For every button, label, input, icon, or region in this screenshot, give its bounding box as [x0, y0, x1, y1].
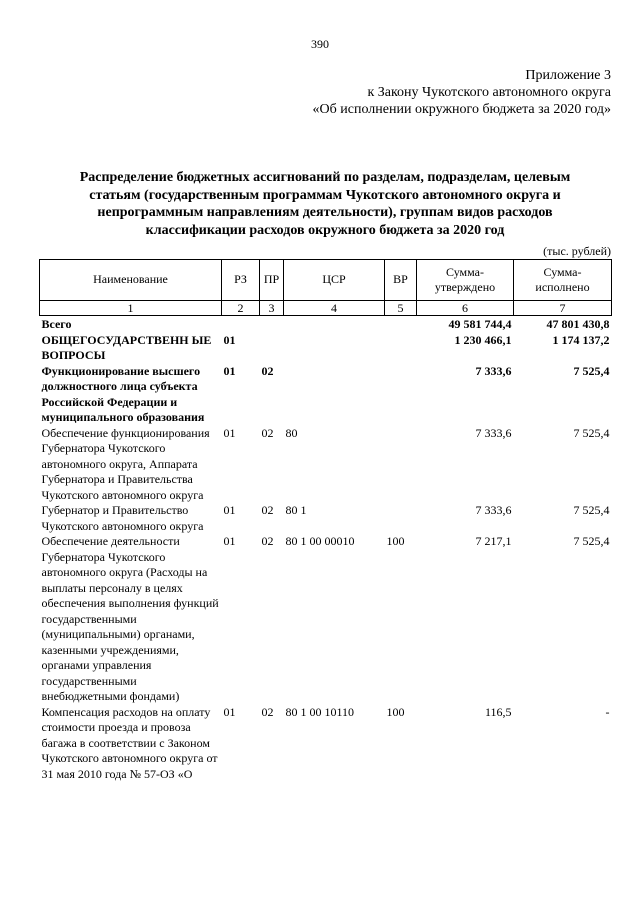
page-number: 390 — [311, 37, 329, 51]
column-number: 7 — [514, 301, 612, 316]
row-executed: 47 801 430,8 — [546, 317, 610, 331]
row-csr: 80 — [285, 425, 298, 440]
header-pr: ПР — [260, 260, 284, 301]
table-row — [40, 534, 612, 705]
row-pr — [260, 316, 284, 333]
column-number: 3 — [260, 301, 284, 316]
row-vr — [385, 333, 417, 364]
row-name: Функционирование высшего должностного лица субъекта Российской Федерации и муниципального образования — [41, 363, 205, 424]
row-executed: 7 525,4 — [573, 503, 610, 517]
row-csr — [284, 333, 385, 364]
row-approved: 7 333,6 — [475, 425, 512, 440]
row-pr: 02 — [261, 425, 274, 440]
table-row — [40, 316, 612, 333]
title-line-2: статьям (государственным программам Чукотского автономного округа и — [89, 187, 561, 203]
column-number: 6 — [417, 301, 514, 316]
row-csr: 80 1 00 00010 — [285, 534, 355, 548]
row-pr: 02 — [261, 363, 274, 378]
table-row — [40, 426, 612, 504]
row-name: Обеспечение деятельности Губернатора Чукотского автономного округа (Расходы на выплаты персоналу в целях обеспечения выполнения функций государственными (муниципальными) органами, казенными учреждениями, органами управления государственными внебюджетными фондами) — [41, 534, 219, 703]
header-rz: РЗ — [222, 260, 260, 301]
row-rz: 01 — [223, 534, 236, 548]
appendix-line-1: Приложение 3 — [525, 68, 611, 83]
row-csr: 80 1 00 10110 — [285, 704, 355, 719]
header-approved — [417, 260, 514, 301]
row-csr: 80 1 — [285, 503, 307, 517]
title-line-3: непрограммным направлениям деятельности), группам видов расходов — [97, 205, 553, 220]
header-vr: ВР — [385, 260, 417, 301]
row-pr: 02 — [261, 534, 274, 548]
row-approved: 49 581 744,4 — [448, 317, 512, 331]
row-executed: 7 525,4 — [573, 425, 610, 440]
header-name: Наименование — [40, 260, 222, 301]
row-name: ОБЩЕГОСУДАРСТВЕНН ЫЕ ВОПРОСЫ — [41, 332, 212, 362]
row-pr: 02 — [261, 704, 274, 719]
row-vr — [385, 364, 417, 426]
row-executed: - — [605, 704, 610, 719]
row-vr — [385, 503, 417, 534]
header-executed — [514, 260, 612, 301]
column-number: 4 — [284, 301, 385, 316]
row-name: Компенсация расходов на оплату стоимости проезда и провоза багажа в соответствии с Законом Чукотского автономного округа от 31 мая 2010 года № 57-ОЗ «О — [41, 704, 218, 781]
row-csr — [284, 316, 385, 333]
column-number: 5 — [385, 301, 417, 316]
table-header-row — [40, 260, 612, 301]
header-executed-line-1: Сумма- — [543, 264, 582, 279]
header-executed-line-2: исполнено — [535, 280, 590, 294]
row-name: Всего — [41, 317, 72, 331]
budget-table — [39, 259, 612, 782]
appendix-header — [313, 67, 611, 118]
column-number: 2 — [222, 301, 260, 316]
table-row — [40, 333, 612, 364]
column-number-row — [40, 301, 612, 316]
row-approved: 7 217,1 — [475, 534, 512, 548]
row-csr — [284, 364, 385, 426]
table-row — [40, 364, 612, 426]
table-row — [40, 503, 612, 534]
header-csr: ЦСР — [284, 260, 385, 301]
title-line-4: классификации расходов окружного бюджета за 2020 год — [145, 222, 505, 238]
row-executed: 7 525,4 — [573, 534, 610, 548]
appendix-line-3: «Об исполнении окружного бюджета за 2020 год» — [312, 102, 611, 117]
row-executed: 7 525,4 — [573, 363, 610, 378]
appendix-line-2: к Закону Чукотского автономного округа — [367, 85, 611, 100]
row-rz: 01 — [223, 332, 236, 347]
row-pr: 02 — [261, 503, 274, 517]
row-rz: 01 — [223, 503, 236, 517]
header-approved-line-1: Сумма- — [446, 264, 484, 279]
row-approved: 7 333,6 — [475, 363, 512, 378]
units-note: (тыс. рублей) — [543, 244, 611, 258]
header-approved-line-2: утверждено — [434, 280, 496, 294]
document-title — [40, 169, 610, 239]
row-pr — [260, 333, 284, 364]
row-vr: 100 — [386, 704, 405, 719]
row-rz: 01 — [223, 704, 236, 719]
row-rz: 01 — [223, 425, 236, 440]
row-rz: 01 — [223, 363, 236, 378]
row-approved: 7 333,6 — [475, 503, 512, 517]
table-row — [40, 705, 612, 783]
row-vr — [385, 426, 417, 504]
title-line-1: Распределение бюджетных ассигнований по разделам, подразделам, целевым — [79, 170, 571, 185]
row-approved: 116,5 — [484, 704, 512, 719]
row-approved: 1 230 466,1 — [454, 332, 512, 347]
row-vr: 100 — [386, 534, 405, 548]
row-rz — [222, 316, 260, 333]
row-vr — [385, 316, 417, 333]
row-name: Обеспечение функционирования Губернатора Чукотского автономного округа, Аппарата Губернатора и Правительства Чукотского автономного округа — [41, 425, 210, 502]
column-number: 1 — [40, 301, 222, 316]
row-name: Губернатор и Правительство Чукотского автономного округа — [41, 503, 204, 533]
row-executed: 1 174 137,2 — [552, 332, 610, 347]
